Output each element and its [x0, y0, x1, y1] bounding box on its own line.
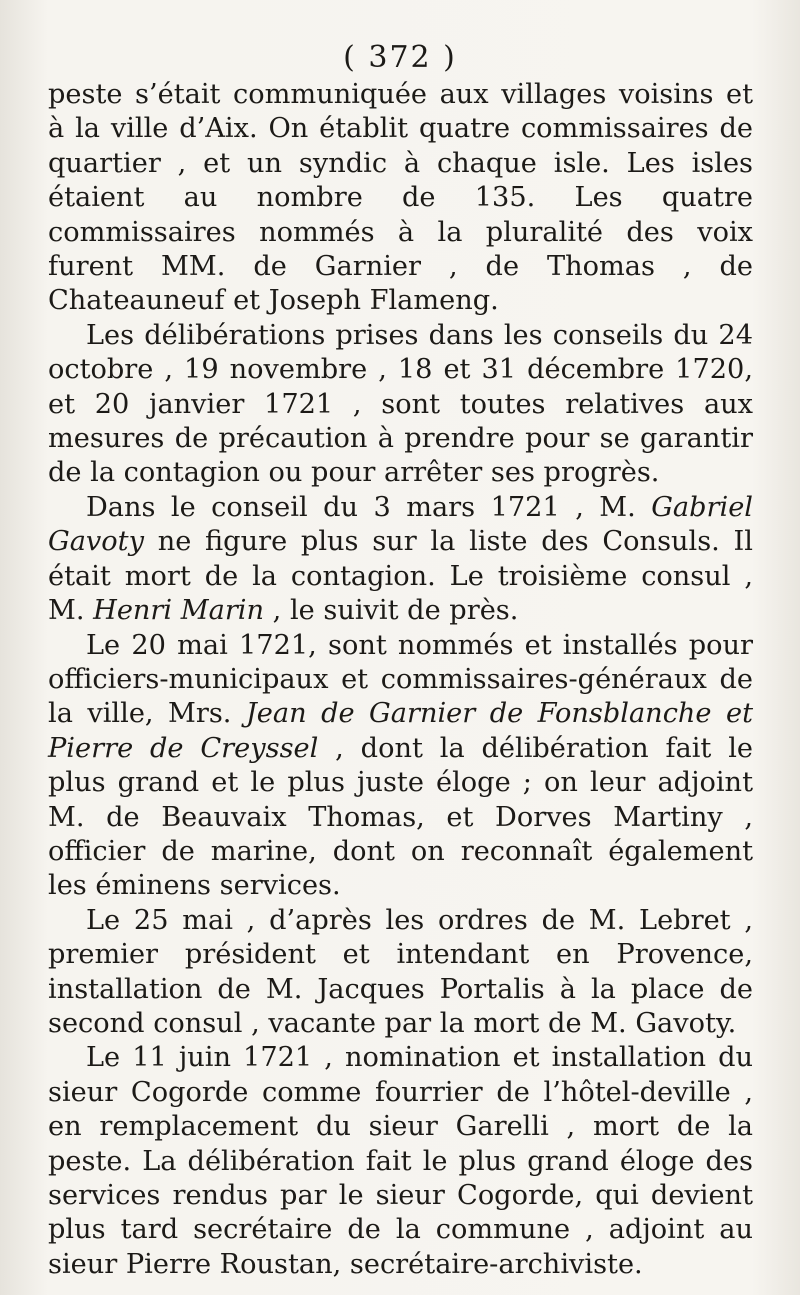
paragraph-3-text-c: , le suivit de près. [264, 595, 519, 627]
paragraph-3-text-a: Dans le conseil du 3 mars 1721 , M. [86, 491, 652, 523]
paragraph-4 [48, 629, 753, 904]
name-gabriel-gavoty: Gabriel Gavoty [48, 491, 753, 558]
paragraph-3-text-b: ne figure plus sur la liste des Consuls. Il était mort de la contagion. Le troisième consul , M. [48, 526, 753, 627]
paragraph-5: Le 25 mai , d’après les ordres de M. Lebret , premier président et intendant en Provence, installation de M. Jacques Portalis à la place de second consul , vacante par la mort de M. Gavoty. [48, 904, 753, 1039]
paragraph-4-text-b: , dont la délibération fait le plus grand et le plus juste éloge ; on leur adjoint M. de Beauvaix Thomas, et Dorves Martiny , officier de marine, dont on reconnaît également les éminens services. [48, 732, 753, 902]
paragraph-2: Les délibérations prises dans les conseils du 24 octobre , 19 novembre , 18 et 31 décembre 1720, et 20 janvier 1721 , sont toutes relatives aux mesures de précaution à prendre pour se garantir de la contagion ou pour arrêter ses progrès. [48, 319, 753, 489]
body-text [48, 78, 753, 1282]
paragraph-6: Le 11 juin 1721 , nomination et installation du sieur Cogorde comme fourrier de l’hôtel-deville , en remplacement du sieur Garelli , mort de la peste. La délibération fait le plus grand éloge des services rendus par le sieur Cogorde, qui devient plus tard secrétaire de la commune , adjoint au sieur Pierre Roustan, secrétaire-archiviste. [48, 1042, 753, 1280]
names-garnier-creyssel: Jean de Garnier de Fonsblanche et Pierre de Creyssel [48, 698, 754, 764]
name-henri-marin: Henri Marin [93, 595, 265, 627]
paragraph-4-text-a: Le 20 mai 1721, sont nommés et installés pour officiers-municipaux et commissaires-généraux de la ville, Mrs. [48, 629, 753, 730]
paragraph-1: peste s’était communiquée aux villages voisins et à la ville d’Aix. On établit quatre commissaires de quartier , et un syndic à chaque isle. Les isles étaient au nombre de 135. Les quatre commissaires nommés à la pluralité des voix furent MM. de Garnier , de Thomas , de Chateauneuf et Joseph Flameng. [48, 79, 753, 317]
paragraph-3 [48, 491, 753, 629]
page-number: ( 372 ) [343, 40, 457, 75]
